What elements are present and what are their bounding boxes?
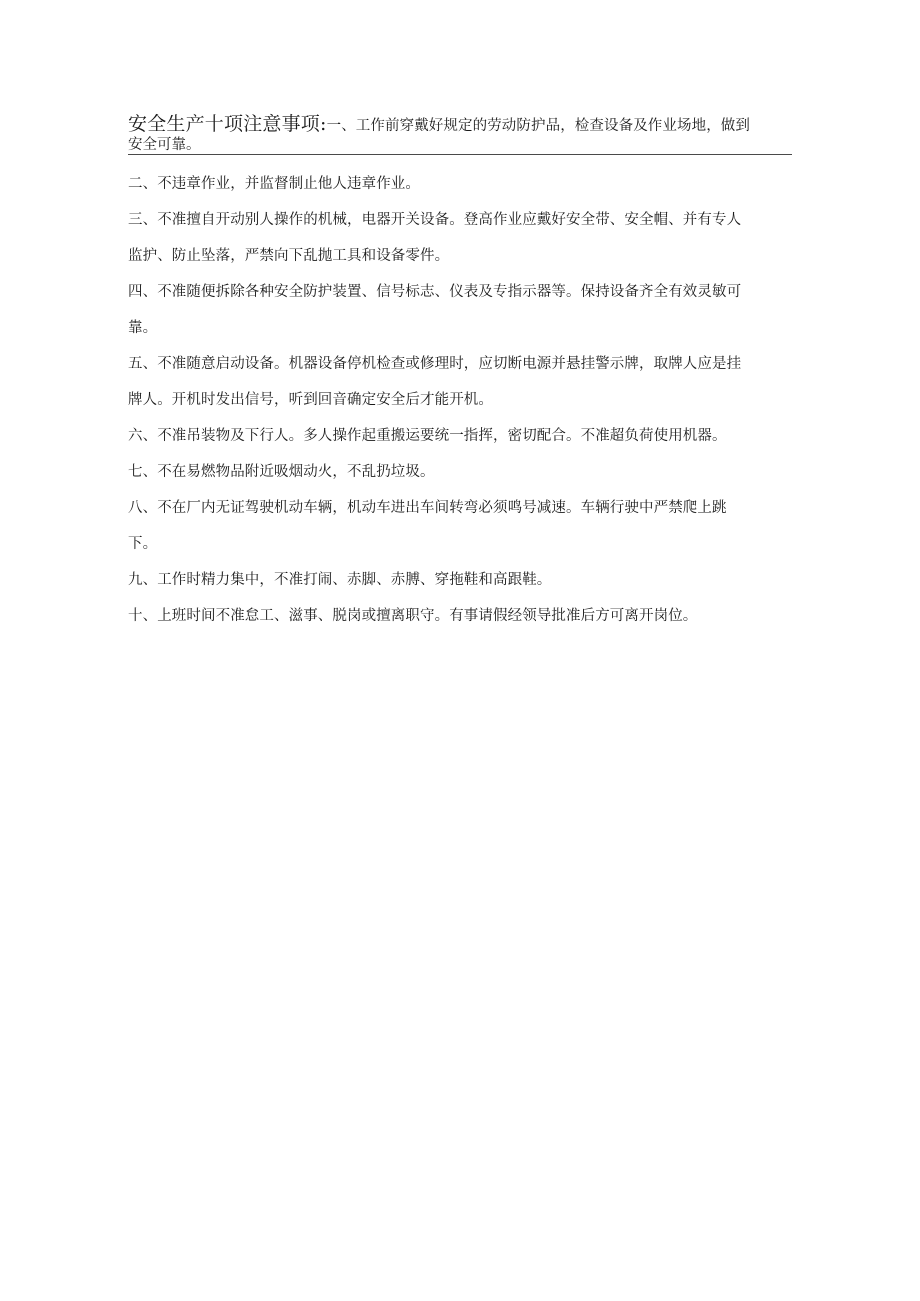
header-line (128, 112, 792, 137)
body-line: 靠。 (128, 320, 158, 336)
document-title: 安全生产十项注意事项: (128, 113, 327, 135)
body-line: 七、不在易燃物品附近吸烟动火，不乱扔垃圾。 (128, 464, 435, 480)
body-line: 监护、防止坠落，严禁向下乱抛工具和设备零件。 (128, 248, 450, 264)
body-line: 十、上班时间不准怠工、滋事、脱岗或擅离职守。有事请假经领导批准后方可离开岗位。 (128, 608, 698, 624)
body-line: 五、不准随意启动设备。机器设备停机检查或修理时，应切断电源并悬挂警示牌，取牌人应是挂 (128, 356, 742, 372)
body-line: 四、不准随便拆除各种安全防护装置、信号标志、仪表及专指示器等。保持设备齐全有效灵敏可 (128, 284, 742, 300)
body-line: 牌人。开机时发出信号，听到回音确定安全后才能开机。 (128, 392, 493, 408)
item-1-line-2: 安全可靠。 (128, 137, 201, 153)
body-line: 八、不在厂内无证驾驶机动车辆，机动车进出车间转弯必须鸣号减速。车辆行驶中严禁爬上跳 (128, 500, 727, 516)
body-line: 六、不准吊装物及下行人。多人操作起重搬运要统一指挥，密切配合。不准超负荷使用机器。 (128, 428, 727, 444)
body-line: 二、不违章作业，并监督制止他人违章作业。 (128, 176, 420, 192)
document-body (128, 166, 792, 634)
body-line: 九、工作时精力集中，不准打闹、赤脚、赤膊、穿拖鞋和高跟鞋。 (128, 572, 552, 588)
document-header (128, 112, 792, 155)
item-1-line-1: 一、工作前穿戴好规定的劳动防护品，检查设备及作业场地，做到 (326, 118, 751, 134)
body-line: 三、不准擅自开动别人操作的机械，电器开关设备。登高作业应戴好安全带、安全帽、并有专人 (128, 212, 742, 228)
body-line: 下。 (128, 536, 158, 552)
